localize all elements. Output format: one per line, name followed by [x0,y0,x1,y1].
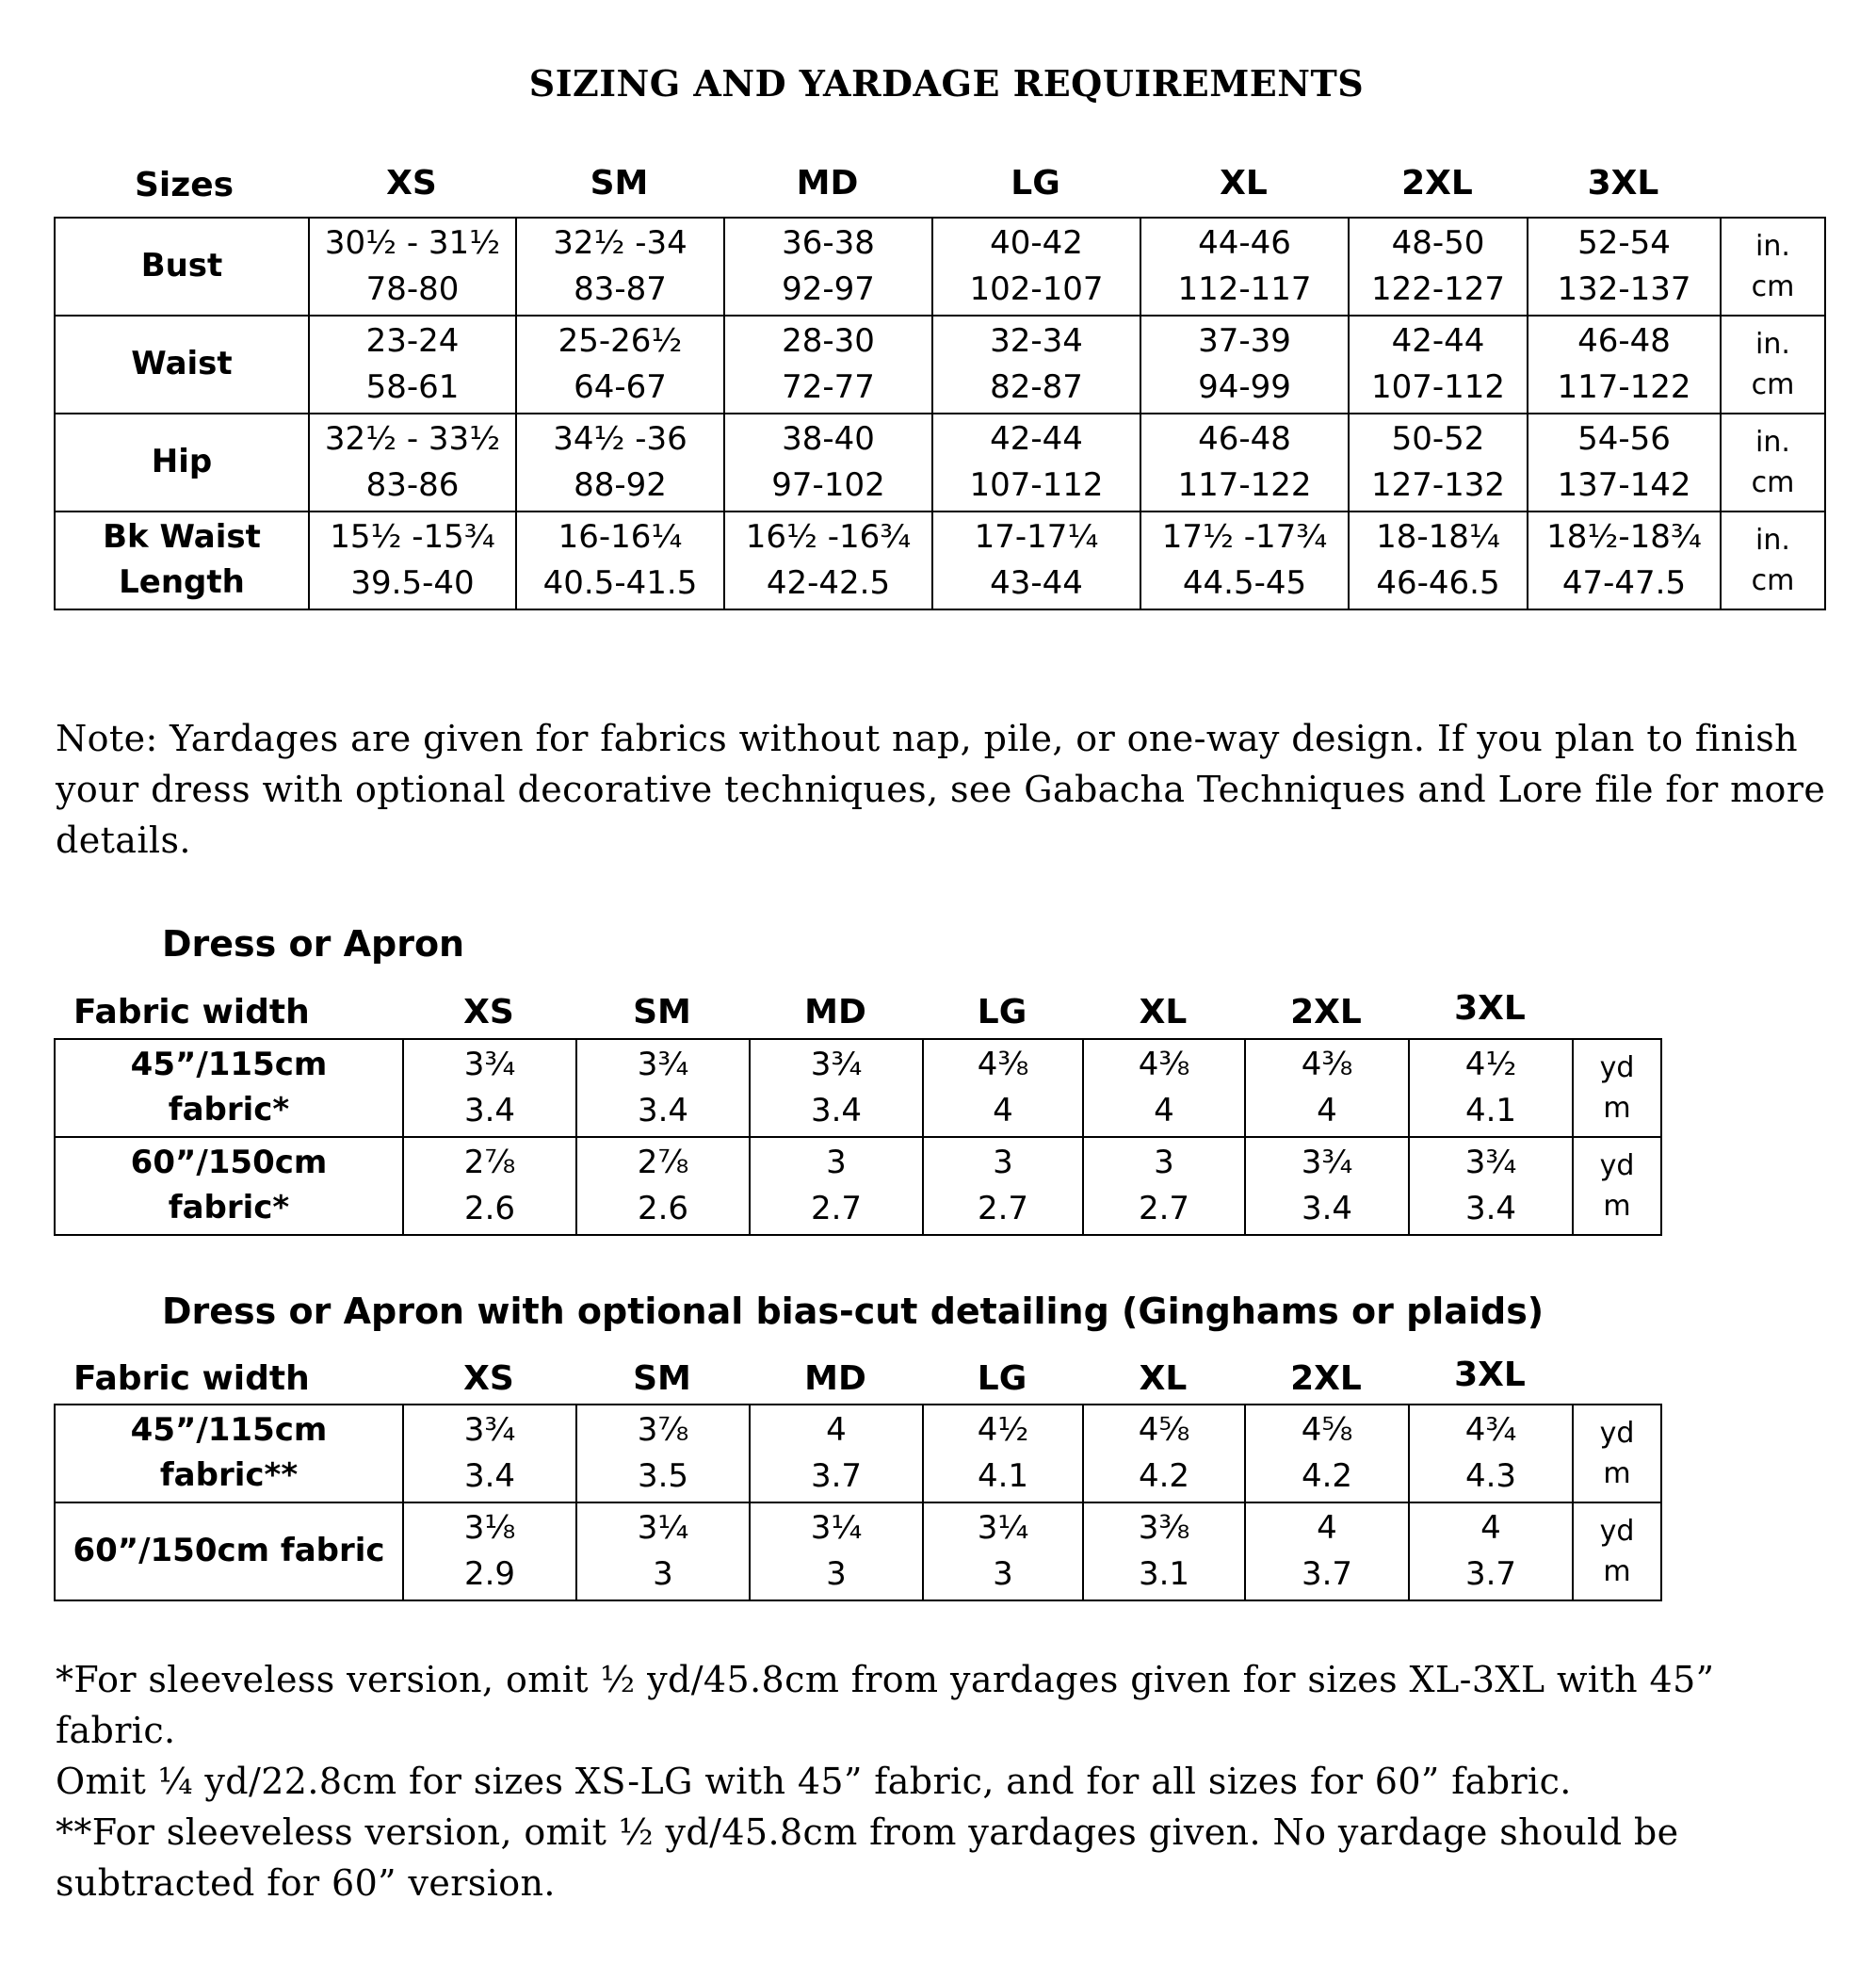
yardage2-value-yd: 4⅝ [1301,1410,1353,1449]
sizing-cell [1140,414,1349,512]
sizing-unit-in: in. [1755,327,1790,361]
dress-or-apron-heading: Dress or Apron [162,923,465,965]
yardage2-value-m: 3 [653,1555,673,1593]
yardage2-value-m: 3 [993,1555,1013,1593]
yardage1-cell [1245,1039,1409,1137]
sizing-cell [1528,512,1721,609]
footnote-line: subtracted for 60” version. [56,1862,556,1904]
yardage1-value-yd: 3¾ [1464,1143,1517,1181]
sizing-value-in: 38-40 [782,419,875,458]
sizing-row-label [55,414,309,512]
yardage2-value-m: 2.9 [463,1555,516,1593]
yardage2-row-label-line: 45”/115cm [130,1411,328,1450]
sizing-cell [309,316,516,414]
sizing-value-in: 30½ - 31½ [324,223,501,262]
yardage2-value-m: 4.2 [1301,1457,1353,1495]
sizing-value-cm: 58-61 [365,368,460,406]
fabric-width-header-2: Fabric width [73,1359,310,1398]
yardage2-value-m: 4.2 [1138,1457,1190,1495]
sizing-cell [1349,218,1528,316]
sizing-value-cm: 97-102 [771,466,885,504]
yardage1-value-m: 2.7 [977,1190,1029,1227]
yardage1-cell [1409,1137,1573,1235]
yardage2-value-yd: 3¼ [977,1508,1029,1547]
yardage2-row-label [55,1502,403,1600]
yardage1-value-m: 4.1 [1464,1092,1517,1129]
yardage2-value-yd: 3¼ [810,1508,863,1547]
yardage1-value-m: 4 [993,1092,1013,1129]
yardage2-value-m: 3.1 [1138,1555,1190,1593]
yardage2-value-yd: 4⅝ [1138,1410,1190,1449]
yardage1-value-m: 4 [1317,1092,1337,1129]
size-header-sm: SM [590,164,649,203]
sizing-row-label-line: Bk Waist [103,518,261,557]
yardage2-unit-m: m [1603,1555,1631,1588]
page-title: SIZING AND YARDAGE REQUIREMENTS [528,62,1365,105]
y2-header-sm: SM [633,1359,691,1398]
yardage2-unit-m: m [1603,1457,1631,1490]
yardage2-value-yd: 3¼ [637,1508,689,1547]
sizing-value-cm: 72-77 [782,368,875,406]
sizing-unit-cm: cm [1751,368,1795,401]
sizing-value-cm: 117-122 [1177,466,1312,504]
yardage2-cell [403,1502,576,1600]
sizing-unit-in: in. [1755,523,1790,557]
sizing-value-in: 32-34 [990,321,1083,360]
yardage2-cell [576,1405,750,1502]
yardage2-value-m: 3.7 [1301,1555,1353,1593]
yardage1-value-yd: 4½ [1464,1045,1517,1083]
yardage2-cell [1083,1405,1245,1502]
sizing-row [55,316,1825,414]
yardage1-value-yd: 2⅞ [463,1143,516,1181]
yardage1-value-m: 2.6 [463,1190,516,1227]
yardage1-value-yd: 3¾ [463,1045,516,1083]
yardage1-value-m: 4 [1154,1092,1174,1129]
size-header-lg: LG [1011,164,1060,203]
sizing-row-label [55,316,309,414]
sizing-value-cm: 46-46.5 [1376,564,1500,602]
sizing-value-in: 48-50 [1391,223,1485,262]
yardage2-value-yd: 3¾ [463,1410,516,1449]
sizing-value-cm: 107-112 [1370,368,1506,406]
sizing-value-cm: 137-142 [1557,466,1691,504]
sizing-value-cm: 102-107 [969,270,1104,308]
yardage-table-dress-or-apron [54,1038,1662,1236]
yardage1-value-m: 3.4 [463,1092,516,1129]
yardage1-cell [576,1039,750,1137]
sizing-value-in: 32½ - 33½ [324,419,501,458]
sizing-cell [1140,512,1349,609]
sizing-cell [309,218,516,316]
yardage1-value-yd: 3¾ [1301,1143,1353,1181]
yardage1-cell [923,1039,1083,1137]
yardage1-value-m: 3.4 [1301,1190,1353,1227]
yardage2-value-m: 3.4 [463,1457,516,1495]
yardage1-cell [403,1137,576,1235]
yardage2-value-yd: 3⅜ [1138,1508,1190,1547]
sizing-value-cm: 82-87 [990,368,1083,406]
sizing-value-cm: 83-86 [365,466,460,504]
sizing-row-label [55,512,309,609]
sizing-value-in: 32½ -34 [553,223,687,262]
yardage2-row-label-line: fabric** [159,1456,299,1494]
sizing-cell [932,316,1140,414]
sizing-value-cm: 88-92 [574,466,667,504]
sizing-cell [516,512,724,609]
yardage1-row-label-line: 45”/115cm [130,1046,328,1084]
sizing-value-in: 46-48 [1198,419,1291,458]
sizing-value-in: 17½ -17¾ [1161,517,1328,556]
sizing-cell [516,316,724,414]
yardage1-cell [750,1137,923,1235]
sizing-cell [1528,218,1721,316]
sizing-unit-cell [1721,414,1825,512]
yardage1-value-yd: 3¾ [810,1045,863,1083]
yardage1-row-label-line: 60”/150cm [130,1144,328,1182]
yardage2-cell [750,1405,923,1502]
size-header-md: MD [796,164,859,203]
y1-header-md: MD [804,993,866,1031]
sizing-cell [1140,316,1349,414]
sizing-row-label-line: Length [119,563,245,601]
yardage1-row-label [55,1039,403,1137]
yardage2-cell [923,1502,1083,1600]
sizing-value-cm: 78-80 [365,270,460,308]
sizing-value-cm: 94-99 [1198,368,1291,406]
yardage2-unit-cell [1573,1502,1661,1600]
y1-header-xl: XL [1139,993,1188,1031]
sizing-cell [1349,316,1528,414]
yardage1-cell [750,1039,923,1137]
yardage1-value-yd: 3¾ [637,1045,689,1083]
sizing-unit-cell [1721,512,1825,609]
sizing-value-in: 37-39 [1198,321,1291,360]
yardage2-row-label-line: 60”/150cm fabric [73,1532,385,1570]
sizing-cell [516,414,724,512]
yardage2-value-m: 3 [826,1555,847,1593]
sizing-cell [724,316,932,414]
footnote-line: *For sleeveless version, omit ½ yd/45.8cm from yardages given for sizes XL-3XL with 45” fabric. [56,1659,1715,1751]
yardage2-row [55,1502,1661,1600]
yardage2-unit-yd: yd [1599,1514,1635,1548]
sizing-cell [724,414,932,512]
yardage2-row-label [55,1405,403,1502]
sizing-value-cm: 132-137 [1557,270,1691,308]
yardage1-unit-m: m [1603,1092,1631,1125]
sizing-value-cm: 43-44 [990,564,1083,602]
yardage1-value-m: 3.4 [810,1092,863,1129]
yardage2-value-yd: 3⅞ [637,1410,689,1449]
sizing-row-label [55,218,309,316]
sizing-value-in: 54-56 [1577,419,1671,458]
sizing-cell [724,512,932,609]
bias-cut-heading: Dress or Apron with optional bias-cut detailing (Ginghams or plaids) [162,1291,1544,1332]
yardage1-value-yd: 4⅜ [1138,1045,1190,1083]
sizing-value-in: 17-17¼ [974,517,1099,556]
yardage1-cell [923,1137,1083,1235]
yardage2-unit-yd: yd [1599,1416,1635,1450]
sizing-value-in: 50-52 [1391,419,1485,458]
yardage1-unit-cell [1573,1039,1661,1137]
sizing-value-cm: 112-117 [1177,270,1312,308]
sizing-unit-cm: cm [1751,270,1795,303]
y1-header-2xl: 2XL [1290,993,1362,1031]
sizing-value-cm: 83-87 [574,270,667,308]
yardage1-value-m: 3.4 [1464,1190,1517,1227]
footnotes [56,1654,1845,1908]
yardage1-cell [1083,1039,1245,1137]
sizing-cell [1349,414,1528,512]
sizing-unit-cm: cm [1751,564,1795,597]
sizing-unit-cm: cm [1751,466,1795,499]
yardage2-value-yd: 4¾ [1464,1410,1517,1449]
yardage1-value-yd: 3 [1154,1143,1174,1181]
yardage2-cell [923,1405,1083,1502]
sizing-value-in: 46-48 [1577,321,1671,360]
y1-header-3xl: 3XL [1454,989,1526,1028]
yardage1-unit-yd: yd [1599,1148,1635,1182]
sizing-unit-cell [1721,316,1825,414]
yardage1-value-yd: 4⅜ [977,1045,1029,1083]
fabric-width-header-1: Fabric width [73,993,310,1031]
footnote-line: Omit ¼ yd/22.8cm for sizes XS-LG with 45” fabric, and for all sizes for 60” fabric. [56,1761,1572,1802]
sizing-value-in: 25-26½ [558,321,683,360]
sizing-unit-cell [1721,218,1825,316]
yardage1-value-m: 2.7 [810,1190,863,1227]
yardage2-row [55,1405,1661,1502]
sizing-cell [724,218,932,316]
sizing-table [54,217,1826,610]
yardage2-cell [1409,1405,1573,1502]
footnote-line: **For sleeveless version, omit ½ yd/45.8cm from yardages given. No yardage should be [56,1811,1679,1853]
sizing-value-in: 42-44 [1391,321,1485,360]
yardage2-value-m: 4.1 [977,1457,1029,1495]
yardage1-value-yd: 3 [993,1143,1013,1181]
sizing-row [55,218,1825,316]
yardage-note: Note: Yardages are given for fabrics without nap, pile, or one-way design. If you plan to finish your dress with optional decorative techniques, see Gabacha Techniques and Lore file for more details. [56,718,1826,861]
sizing-value-in: 36-38 [782,223,875,262]
sizing-cell [516,218,724,316]
yardage-table-bias-cut [54,1404,1662,1601]
yardage1-row-label [55,1137,403,1235]
sizing-value-in: 42-44 [990,419,1083,458]
yardage2-value-yd: 4 [826,1410,847,1449]
sizing-cell [1349,512,1528,609]
yardage2-value-yd: 4 [1480,1508,1501,1547]
sizing-value-cm: 127-132 [1370,466,1506,504]
sizing-value-in: 16½ -16¾ [745,517,912,556]
yardage1-cell [1409,1039,1573,1137]
size-header-2xl: 2XL [1401,164,1473,203]
y1-header-sm: SM [633,993,691,1031]
yardage1-value-m: 3.4 [637,1092,689,1129]
yardage2-cell [1083,1502,1245,1600]
yardage1-cell [1083,1137,1245,1235]
sizing-value-in: 18-18¼ [1376,517,1500,556]
sizing-value-cm: 39.5-40 [350,564,475,602]
yardage1-value-yd: 3 [826,1143,847,1181]
yardage2-unit-cell [1573,1405,1661,1502]
sizing-value-cm: 122-127 [1370,270,1506,308]
yardage1-value-m: 2.6 [637,1190,689,1227]
yardage2-value-yd: 4 [1317,1508,1337,1547]
sizing-value-in: 40-42 [990,223,1083,262]
sizing-cell [309,512,516,609]
yardage1-value-yd: 2⅞ [637,1143,689,1181]
sizing-row-label-line: Waist [131,345,233,383]
y1-header-xs: XS [463,993,514,1031]
size-header-xs: XS [386,164,437,203]
yardage1-value-m: 2.7 [1138,1190,1190,1227]
yardage1-cell [403,1039,576,1137]
y2-header-3xl: 3XL [1454,1356,1526,1394]
yardage1-unit-yd: yd [1599,1050,1635,1084]
yardage1-cell [576,1137,750,1235]
size-header-3xl: 3XL [1587,164,1659,203]
yardage1-unit-cell [1573,1137,1661,1235]
yardage2-value-m: 4.3 [1464,1457,1517,1495]
sizing-value-cm: 117-122 [1557,368,1691,406]
yardage2-value-yd: 3⅛ [463,1508,516,1547]
sizing-cell [1528,414,1721,512]
sizing-value-cm: 42-42.5 [766,564,891,602]
yardage2-value-yd: 4½ [977,1410,1029,1449]
sizing-cell [309,414,516,512]
sizing-cell [932,414,1140,512]
sizing-value-cm: 40.5-41.5 [542,564,698,602]
sizing-value-in: 16-16¼ [558,517,683,556]
sizing-row-label-line: Hip [151,443,213,481]
sizing-cell [932,218,1140,316]
yardage1-value-yd: 4⅜ [1301,1045,1353,1083]
yardage2-cell [576,1502,750,1600]
y2-header-xl: XL [1139,1359,1188,1398]
sizing-cell [1140,218,1349,316]
sizing-unit-in: in. [1755,229,1790,263]
sizing-value-in: 18½-18¾ [1546,517,1702,556]
sizing-row [55,512,1825,609]
yardage2-cell [1409,1502,1573,1600]
sizing-row [55,414,1825,512]
y1-header-lg: LG [977,993,1027,1031]
yardage2-cell [750,1502,923,1600]
sizing-row-label-line: Bust [140,247,223,285]
y2-header-2xl: 2XL [1290,1359,1362,1398]
sizing-value-cm: 44.5-45 [1182,564,1307,602]
sizing-value-cm: 64-67 [574,368,667,406]
sizing-unit-in: in. [1755,425,1790,459]
y2-header-md: MD [804,1359,866,1398]
yardage1-cell [1245,1137,1409,1235]
sizing-value-in: 52-54 [1577,223,1671,262]
sizing-value-in: 34½ -36 [553,419,687,458]
yardage2-value-m: 3.5 [637,1457,689,1495]
yardage2-cell [1245,1502,1409,1600]
yardage1-row-label-line: fabric* [168,1091,290,1129]
yardage2-cell [403,1405,576,1502]
sizing-value-cm: 47-47.5 [1561,564,1687,602]
sizing-cell [932,512,1140,609]
y2-header-xs: XS [463,1359,514,1398]
yardage2-value-m: 3.7 [810,1457,863,1495]
sizing-cell [1528,316,1721,414]
sizing-value-cm: 92-97 [782,270,875,308]
size-header-xl: XL [1220,164,1268,203]
y2-header-lg: LG [977,1359,1027,1398]
sizing-value-in: 23-24 [365,321,460,360]
yardage1-row-label-line: fabric* [168,1189,290,1226]
sizes-header-label: Sizes [135,166,234,204]
yardage2-value-m: 3.7 [1464,1555,1517,1593]
sizing-value-cm: 107-112 [969,466,1104,504]
yardage1-unit-m: m [1603,1190,1631,1223]
yardage2-cell [1245,1405,1409,1502]
sizing-value-in: 15½ -15¾ [330,517,495,556]
sizing-value-in: 28-30 [782,321,875,360]
yardage1-row [55,1039,1661,1137]
sizing-value-in: 44-46 [1198,223,1291,262]
yardage1-row [55,1137,1661,1235]
